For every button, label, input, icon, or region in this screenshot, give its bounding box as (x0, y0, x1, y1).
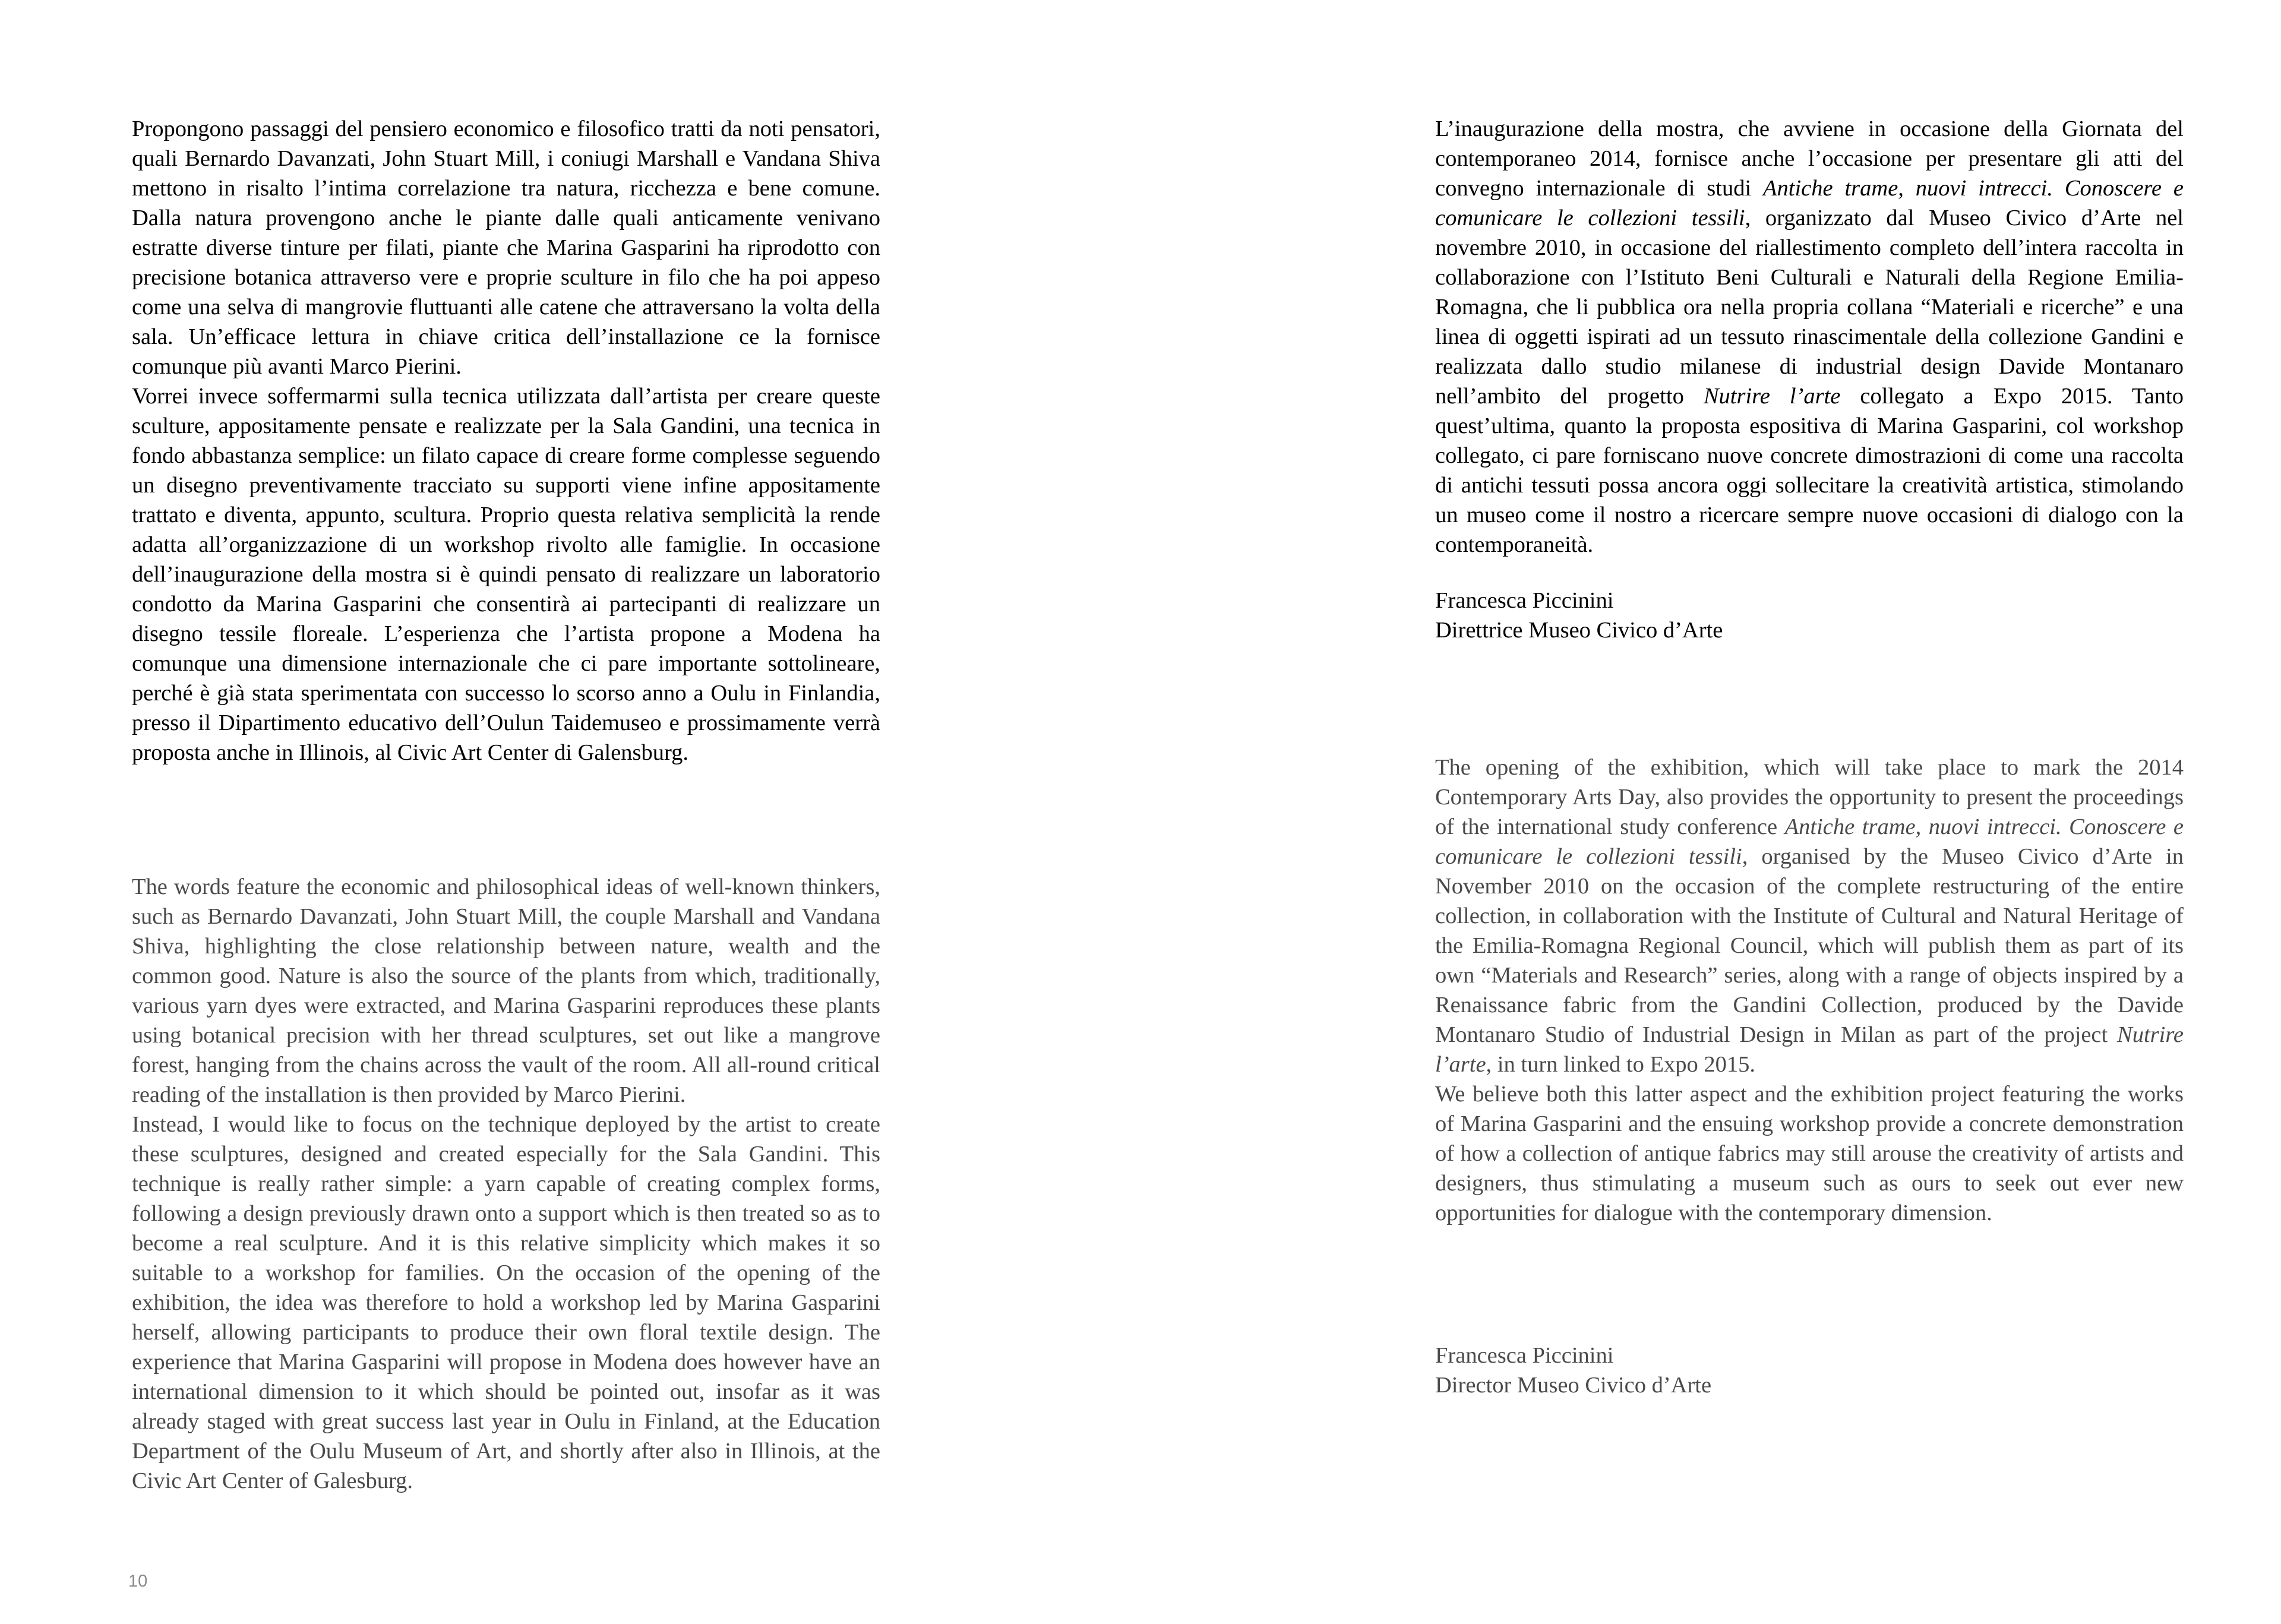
italian-paragraph-1: Propongono passaggi del pensiero economico e filosofico tratti da noti pensatori, quali Bernardo Davanzati, John Stuart Mill, i coniugi Marshall e Vandana Shiva mettono in risalto l’intima correlazione tra natura, ricchezza e bene comune. Dalla natura provengono anche le piante dalle quali anticamente venivano estratte diverse tinture per filati, piante che Marina Gasparini ha riprodotto con precisione botanica attraverso vere e proprie sculture in filo che ha poi appeso come una selva di mangrovie fluttuanti alle catene che attraversano la volta della sala. Un’efficace lettura in chiave critica dell’installazione ce la fornisce comunque più avanti Marco Pierini. (132, 116, 880, 379)
english-paragraph-1 (1435, 753, 2184, 1079)
english-paragraph-2: We believe both this latter aspect and the exhibition project featuring the works of Marina Gasparini and the ensuing workshop provide a concrete demonstration of how a collection of antique fabrics may still arouse the creativity of artists and designers, thus stimulating a museum such as ours to seek out ever new opportunities for dialogue with the contemporary dimension. (1435, 1082, 2184, 1225)
text-run: , organizzato dal Museo Civico d’Arte nel novembre 2010, in occasione del riallestimento completo dell’intera raccolta in collaborazione con l’Istituto Beni Culturali e Naturali della Regione Emilia-Romagna, che li pubblica ora nella propria collana “Materiali e ricerche” e una linea di oggetti ispirati ad un tessuto rinascimentale della collezione Gandini e realizzata dallo studio milanese di industrial design Davide Montanaro nell’ambito del progetto (1435, 206, 2184, 409)
italian-text-block (1435, 114, 2184, 560)
english-text-block (1435, 753, 2184, 1228)
signature-name: Francesca Piccinini (1435, 1343, 1614, 1368)
italian-signature (1435, 586, 2184, 645)
text-run: L’inaugurazione della mostra, che avviene in occasione della Giornata del contemporaneo 2014, fornisce anche l’occasione per presentare gli atti del convegno internazionale di studi (1435, 116, 2184, 201)
page-number: 10 (128, 1572, 148, 1591)
left-page (0, 0, 1140, 1624)
english-paragraph-2: Instead, I would like to focus on the technique deployed by the artist to create these sculptures, designed and created especially for the Sala Gandini. This technique is really rather simple: a yarn capable of creating complex forms, following a design previously drawn onto a support which is then treated so as to become a real sculpture. And it is this relative simplicity which makes it so suitable to a workshop for families. On the occasion of the opening of the exhibition, the idea was therefore to hold a workshop led by Marina Gasparini herself, allowing participants to produce their own floral textile design. The experience that Marina Gasparini will propose in Modena does however have an international dimension to it which should be pointed out, insofar as it was already staged with great success last year in Oulu in Finland, at the Education Department of the Oulu Museum of Art, and shortly after also in Illinois, at the Civic Art Center of Galesburg. (132, 1112, 880, 1493)
signature-name: Francesca Piccinini (1435, 588, 1614, 613)
italian-text-block (132, 114, 880, 767)
text-run: , organised by the Museo Civico d’Arte in November 2010 on the occasion of the complete restructuring of the entire collection, in collaboration with the Institute of Cultural and Natural Heritage of the Emilia-Romagna Regional Council, which will publish them as part of its own “Materials and Research” series, along with a range of objects inspired by a Renaissance fabric from the Gandini Collection, produced by the Davide Montanaro Studio of Industrial Design in Milan as part of the project (1435, 844, 2184, 1047)
signature-role: Direttrice Museo Civico d’Arte (1435, 618, 1723, 643)
english-text-block (132, 872, 880, 1496)
italian-paragraph (1435, 114, 2184, 560)
project-title: Nutrire l’arte (1703, 384, 1841, 409)
right-page (1140, 0, 2281, 1624)
conference-title: Antiche trame, nuovi intrecci. Conoscere e comunicare le collezioni tessili (1435, 176, 2184, 230)
italian-paragraph-2: Vorrei invece soffermarmi sulla tecnica utilizzata dall’artista per creare queste sculture, appositamente pensate e realizzate per la Sala Gandini, una tecnica in fondo abbastanza semplice: un filato capace di creare forme complesse seguendo un disegno preventivamente tracciato su supporti viene infine appositamente trattato e diventa, appunto, scultura. Proprio questa relativa semplicità la rende adatta all’organizzazione di un workshop rivolto alle famiglie. In occasione dell’inaugurazione della mostra si è quindi pensato di realizzare un laboratorio condotto da Marina Gasparini che consentirà ai partecipanti di realizzare un disegno tessile floreale. L’esperienza che l’artista propone a Modena ha comunque una dimensione internazionale che ci pare importante sottolineare, perché è già stata sperimentata con successo lo scorso anno a Oulu in Finlandia, presso il Dipartimento educativo dell’Oulun Taidemuseo e prossimamente verrà proposta anche in Illinois, al Civic Art Center di Galensburg. (132, 384, 880, 765)
conference-title: Antiche trame, nuovi intrecci. Conoscere e comunicare le collezioni tessili (1435, 814, 2184, 869)
text-run: , in turn linked to Expo 2015. (1486, 1052, 1755, 1077)
signature-role: Director Museo Civico d’Arte (1435, 1373, 1712, 1398)
text-run: The opening of the exhibition, which will take place to mark the 2014 Contemporary Arts Day, also provides the opportunity to present the proceedings of the international study conference (1435, 755, 2184, 839)
project-title: Nutrire l’arte (1435, 1022, 2184, 1077)
english-signature (1435, 1341, 2184, 1400)
text-run: collegato a Expo 2015. Tanto quest’ultima, quanto la proposta espositiva di Marina Gasparini, col workshop collegato, ci pare forniscano nuove concrete dimostrazioni di come una raccolta di antichi tessuti possa ancora oggi sollecitare la creatività artistica, stimolando un museo come il nostro a ricercare sempre nuove occasioni di dialogo con la contemporaneità. (1435, 384, 2184, 557)
english-paragraph-1: The words feature the economic and philosophical ideas of well-known thinkers, such as Bernardo Davanzati, John Stuart Mill, the couple Marshall and Vandana Shiva, highlighting the close relationship between nature, wealth and the common good. Nature is also the source of the plants from which, traditionally, various yarn dyes were extracted, and Marina Gasparini reproduces these plants using botanical precision with her thread sculptures, set out like a mangrove forest, hanging from the chains across the vault of the room. All all-round critical reading of the installation is then provided by Marco Pierini. (132, 874, 880, 1107)
